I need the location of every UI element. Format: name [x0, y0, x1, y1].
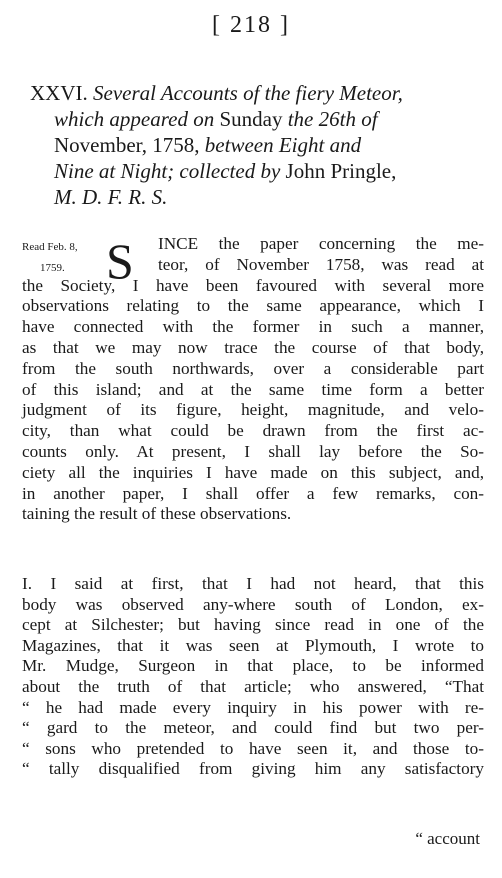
drop-cap: S [106, 233, 134, 289]
text-line: “ he had made every inquiry in his power with re- [22, 697, 484, 717]
page-number: [ 218 ] [212, 12, 290, 38]
text-line: Magazines, that it was seen at Plymouth, I wrote to [22, 635, 484, 655]
text-line: ciety all the inquiries I have made on this subject, and, [22, 462, 484, 482]
text-line: teor, of November 1758, was read at [158, 254, 484, 274]
title-line-2: which appeared on Sunday the 26th of [54, 107, 378, 131]
read-date-year: 1759. [40, 262, 65, 274]
title-line-1: XXVI. Several Accounts of the fiery Meteor, [30, 81, 403, 105]
text-line: taining the result of these observations. [22, 504, 292, 524]
opening-paragraph [22, 234, 484, 525]
text-line: I. I said at first, that I had not heard, that this [22, 574, 484, 593]
read-date-note: Read Feb. 8, [22, 241, 78, 253]
text-line: counts only. At present, I shall lay before the So- [22, 441, 484, 461]
title-line-3: November, 1758, between Eight and [54, 133, 362, 157]
text-line: judgment of its figure, height, magnitude, and velo- [22, 400, 484, 420]
text-line: “ tally disqualified from giving him any satisfactory [22, 759, 484, 779]
text-line: “ gard to the meteor, and could find but two per- [22, 718, 484, 738]
text-line: INCE the paper concerning the me- [158, 234, 484, 253]
text-line: body was observed any-where south of London, ex- [22, 594, 484, 614]
title-line-5: M. D. F. R. S. [54, 185, 168, 209]
text-line: have connected with the former in such a manner, [22, 317, 484, 337]
text-line: as that we may now trace the course of that body, [22, 337, 484, 357]
text-line: in another paper, I shall offer a few remarks, con- [22, 483, 484, 503]
title-line-4: Nine at Night; collected by John Pringle, [54, 159, 397, 183]
text-line: from the south northwards, over a considerable part [22, 358, 484, 378]
text-line: observations relating to the same appearance, which I [22, 296, 484, 316]
article-title [30, 80, 475, 210]
text-line: “ sons who pretended to have seen it, and those to- [22, 738, 484, 758]
text-line: the Society, I have been favoured with several more [22, 275, 484, 295]
catchword: “ account [415, 829, 480, 848]
section-one-paragraph [22, 574, 484, 780]
text-line: about the truth of that article; who answered, “That [22, 676, 484, 696]
text-line: city, than what could be drawn from the first ac- [22, 421, 484, 441]
text-line: of this island; and at the same time form a better [22, 379, 484, 399]
text-line: cept at Silchester; but having since read in one of the [22, 615, 484, 635]
text-line: Mr. Mudge, Surgeon in that place, to be informed [22, 656, 484, 676]
